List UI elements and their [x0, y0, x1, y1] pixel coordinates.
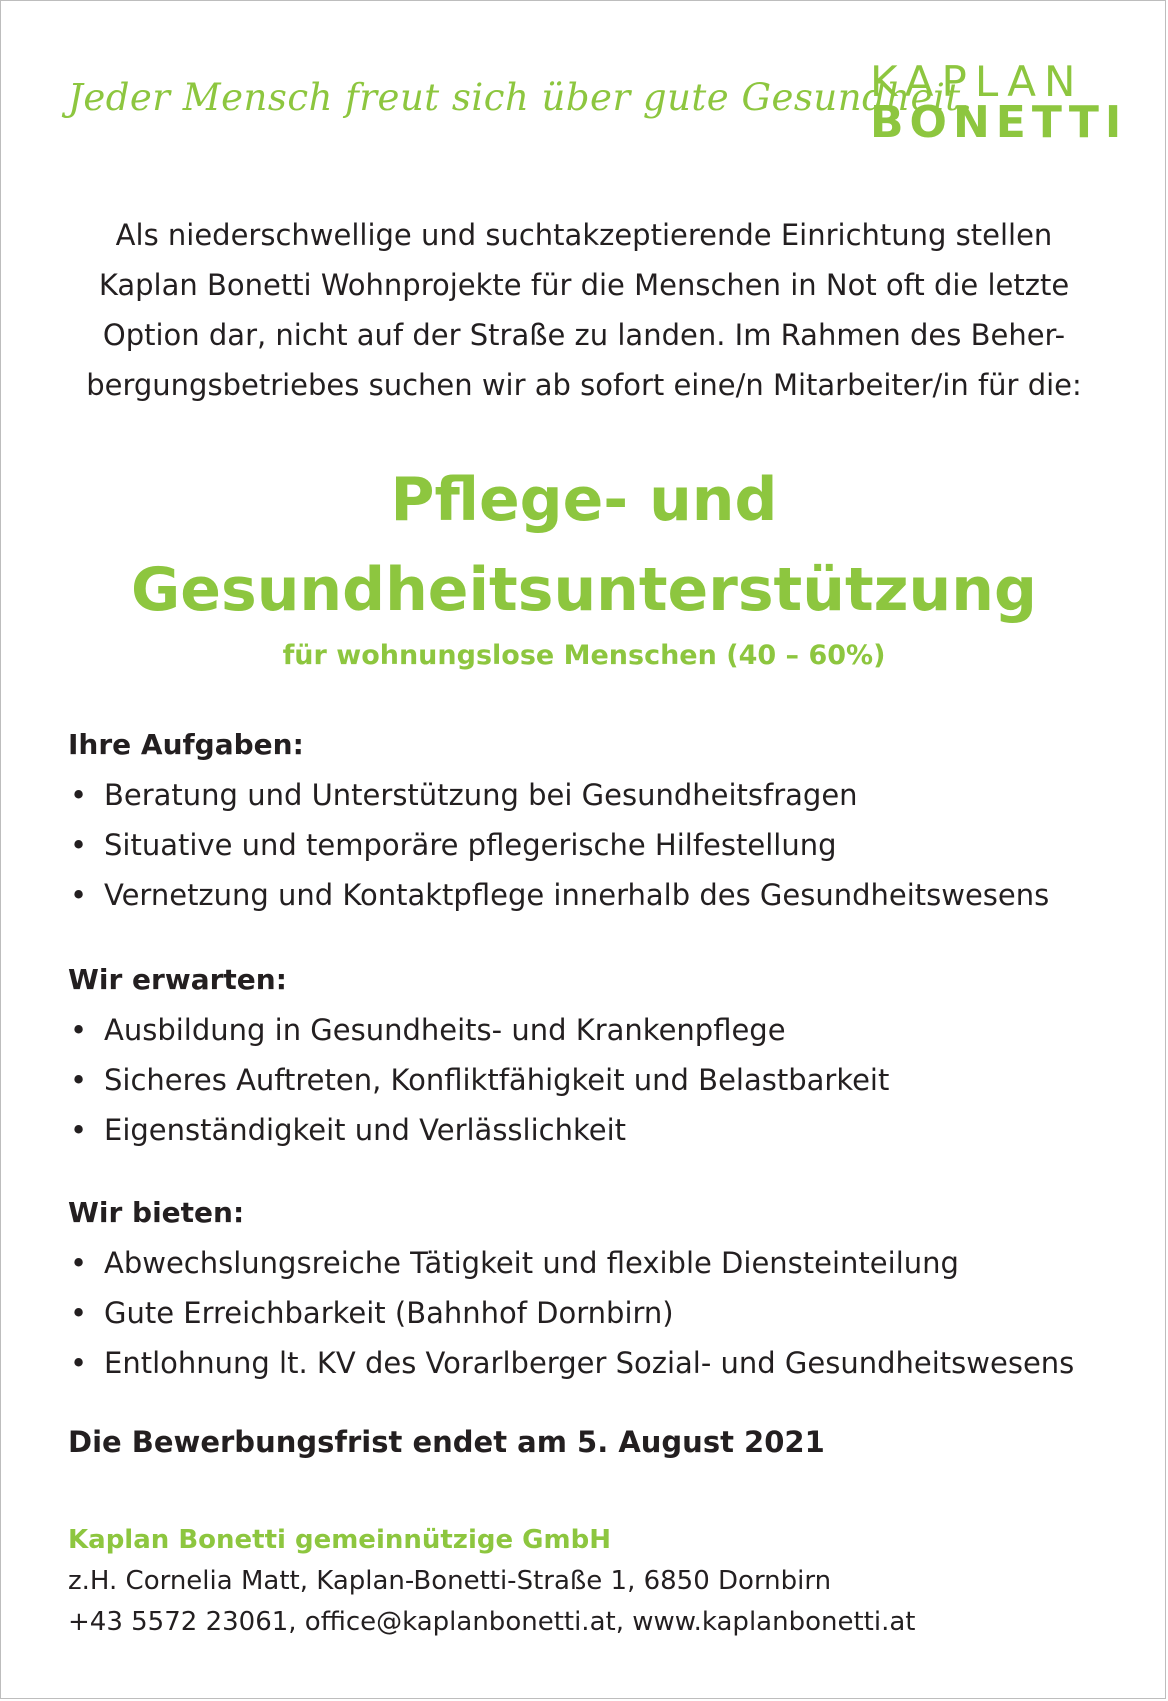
list-item: [68, 870, 1128, 920]
section-heading: Wir erwarten:: [68, 963, 287, 996]
section-requirements: [68, 955, 1128, 1155]
bullet-icon: •: [70, 778, 88, 812]
kaplan-bonetti-logo: [870, 57, 1128, 148]
list-item: [68, 1238, 1128, 1288]
company-name: Kaplan Bonetti gemeinnützige GmbH: [68, 1525, 611, 1555]
bullet-icon: •: [70, 1296, 88, 1330]
bullet-icon: •: [70, 1113, 88, 1147]
intro-line: Kaplan Bonetti Wohnprojekte für die Menschen in Not oft die letzte: [98, 268, 1070, 302]
bullet-list: [68, 1005, 1128, 1155]
bullet-list: [68, 1238, 1128, 1388]
contact-block: [68, 1520, 915, 1643]
list-item-text: Gute Erreichbarkeit (Bahnhof Dornbirn): [104, 1296, 674, 1330]
intro-line: Als niederschwellige und suchtakzeptierende Einrichtung stellen: [115, 218, 1053, 252]
bullet-icon: •: [70, 1246, 88, 1280]
application-deadline: Die Bewerbungsfrist endet am 5. August 2021: [68, 1425, 825, 1459]
list-item: [68, 1055, 1128, 1105]
intro-paragraph: [50, 210, 1118, 410]
slogan: Jeder Mensch freut sich über gute Gesundheit.: [68, 76, 973, 119]
job-title-line-2: Gesundheitsunterstützung: [131, 555, 1037, 625]
intro-line: Option dar, nicht auf der Straße zu landen. Im Rahmen des Beher-: [102, 318, 1066, 352]
job-subtitle: für wohnungslose Menschen (40 – 60%): [282, 640, 886, 671]
section-offer: [68, 1188, 1128, 1388]
intro-line: bergungsbetriebes suchen wir ab sofort eine/n Mitarbeiter/in für die:: [86, 368, 1082, 402]
logo-line-bonetti: BONETTI: [870, 97, 1128, 148]
list-item-text: Entlohnung lt. KV des Vorarlberger Sozial- und Gesundheitswesens: [104, 1346, 1075, 1380]
section-tasks: [68, 720, 1128, 920]
bullet-icon: •: [70, 828, 88, 862]
list-item: [68, 770, 1128, 820]
contact-phone-email-web: +43 5572 23061, office@kaplanbonetti.at, www.kaplanbonetti.at: [68, 1607, 916, 1637]
list-item: [68, 820, 1128, 870]
bullet-icon: •: [70, 1013, 88, 1047]
section-heading: Wir bieten:: [68, 1196, 245, 1229]
contact-address: z.H. Cornelia Matt, Kaplan-Bonetti-Straße 1, 6850 Dornbirn: [68, 1566, 832, 1596]
section-heading: Ihre Aufgaben:: [68, 728, 304, 761]
list-item-text: Ausbildung in Gesundheits- und Krankenpflege: [104, 1013, 786, 1047]
bullet-icon: •: [70, 1063, 88, 1097]
list-item: [68, 1105, 1128, 1155]
job-title: [0, 455, 1168, 635]
list-item: [68, 1288, 1128, 1338]
bullet-list: [68, 770, 1128, 920]
job-title-line-1: Pflege- und: [390, 465, 778, 535]
list-item: [68, 1005, 1128, 1055]
bullet-icon: •: [70, 1346, 88, 1380]
list-item-text: Vernetzung und Kontaktpflege innerhalb des Gesundheitswesens: [104, 878, 1050, 912]
list-item-text: Beratung und Unterstützung bei Gesundheitsfragen: [104, 778, 858, 812]
list-item-text: Abwechslungsreiche Tätigkeit und flexible Diensteinteilung: [104, 1246, 959, 1280]
bullet-icon: •: [70, 878, 88, 912]
list-item-text: Eigenständigkeit und Verlässlichkeit: [104, 1113, 627, 1147]
list-item-text: Sicheres Auftreten, Konfliktfähigkeit und Belastbarkeit: [104, 1063, 890, 1097]
list-item: [68, 1338, 1128, 1388]
logo-line-kaplan: KAPLAN: [870, 57, 1084, 106]
list-item-text: Situative und temporäre pflegerische Hilfestellung: [104, 828, 837, 862]
